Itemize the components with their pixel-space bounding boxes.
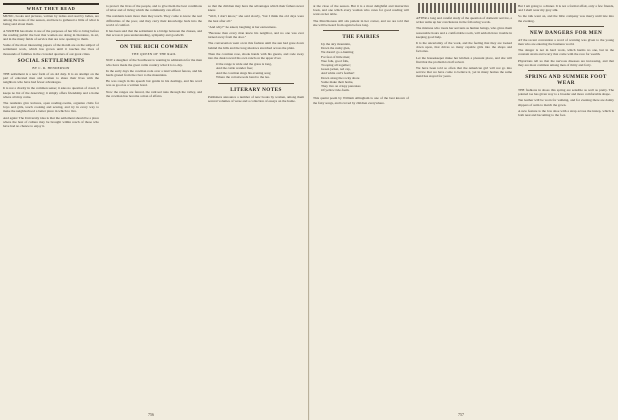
left-column-2 bbox=[106, 4, 202, 408]
left-column-1 bbox=[3, 14, 99, 406]
article-paragraph: NOT a daughter of the Southwest is wanting in admiration for the men who have made the great cattle country what it is to-day. bbox=[106, 58, 202, 67]
article-paragraph: Let the housekeeper make her kitchen a pleasant place, and she will find that the problem is half solved. bbox=[416, 55, 512, 64]
decorative-border bbox=[418, 3, 516, 13]
poem-title: THE FAIRIES bbox=[342, 34, 380, 41]
article-paragraph: AFTER a long and careful study of the question of domestic service, a writer sums up her conclusions in the following words. bbox=[416, 16, 512, 25]
poem-line: Down the rushy glen, bbox=[321, 46, 351, 51]
divider bbox=[116, 40, 192, 41]
page-number: 757 bbox=[458, 412, 464, 417]
intro-paragraph: A WRITER has made it one of the purposes of her life to bring before the reading public the best that women are doing in literature, in art, and in the many fields of service that are now opening to them. bbox=[3, 28, 99, 42]
poem-block bbox=[208, 62, 304, 79]
intro-paragraph: Some of the most interesting papers of the month are on the subject of settlement work, which has grown until it touches the lives of thousands of families in the crowded quarters of our great cities. bbox=[3, 43, 99, 56]
poem-line: Some make their home, bbox=[321, 79, 354, 84]
divider bbox=[218, 83, 294, 84]
section-title: NEW DANGERS FOR MEN bbox=[529, 29, 603, 36]
poem-block bbox=[313, 42, 409, 92]
poem-line: For fear of little men; bbox=[321, 54, 351, 59]
left-column-3 bbox=[208, 4, 304, 408]
right-column-1 bbox=[313, 4, 409, 408]
poem-line: And white owl's feather! bbox=[321, 71, 355, 76]
poem-line: Down along the rocky shore bbox=[321, 75, 360, 80]
poem-line: Up the airy mountain, bbox=[321, 42, 351, 47]
poem-line: Wee folk, good folk, bbox=[321, 58, 349, 63]
article-paragraph: The conversation went on in this fashion until the sun had gone down behind the hills and the long shadows stretched across the plain. bbox=[208, 41, 304, 50]
article-paragraph: This quaint poem by William Allingham is one of the best known of the fairy songs, and is loved by children everywhere. bbox=[313, 96, 409, 105]
article-paragraph: It is the uncertainty of the work, and the feeling that they are looked down upon, that drives so many capable girls into the shops and factories. bbox=[416, 41, 512, 54]
article-paragraph: He was rough in his speech but gentle in his dealings, and his word was as good as a written bond. bbox=[106, 79, 202, 88]
article-paragraph: to protect the lives of the people, and to give them the best conditions of labor and of living which the community can afford. bbox=[106, 4, 202, 13]
article-paragraph: The residents give lectures, open reading-rooms, organize clubs for boys and girls, teach cooking and sewing, and try in every way to make the neighborhood a better place in which to live. bbox=[3, 101, 99, 114]
poem-line: And the cowman sings his evening song bbox=[216, 70, 271, 75]
article-paragraph: Tan leather will be worn for walking, and for evening there are dainty slippers of satin to match the gown. bbox=[518, 98, 614, 107]
section-title: SPRING AND SUMMER FOOT WEAR bbox=[525, 74, 607, 87]
article-paragraph: A new feature is the low shoe with a strap across the instep, which is both neat and becoming to the foot. bbox=[518, 108, 614, 118]
article-paragraph: at the close of the season. But it is a most delightful and instructive book, and one which every woman who cares for good reading will want on her table. bbox=[313, 4, 409, 17]
poem-line: And the cattle wander free; bbox=[216, 66, 253, 71]
article-paragraph: Now the ranges are fenced, the railroad runs through the valley, and the cowman has become a man of affairs. bbox=[106, 89, 202, 98]
article-paragraph: It is not a charity in the common sense; it asks no question of creed, it keeps no list of the deserving; it simply offers friendship and a home where all may come. bbox=[3, 86, 99, 99]
section-title: ON THE RICH COWMEN bbox=[119, 44, 189, 51]
article-paragraph: THE settlement is a new form of an old duty. It is an attempt on the part of educated men and women to share their lives with the neighbors who have had fewer advantages. bbox=[3, 71, 99, 85]
article-paragraph: The residents learn more than they teach. They come to know the real difficulties of the poor, and they carry their knowledge back into the world of comfort. bbox=[106, 14, 202, 27]
article-paragraph: The danger is not in hard work, which harms no one, but in the constant strain and worry that come with the race for wealth. bbox=[518, 48, 614, 57]
column-header: WHAT THEY READ bbox=[3, 3, 99, 14]
section-title: LITERARY NOTES bbox=[230, 87, 282, 94]
article-paragraph: "Because then every man knew his neighbor, and no one was ever turned away from the door." bbox=[208, 31, 304, 40]
article-paragraph: We have been told so often that the American girl will not go into service that we have come to believe it, yet in many homes the same maid has stayed for years. bbox=[416, 66, 512, 79]
article-paragraph: Publishers announce a number of new books by women, among them several volumes of verse and a collection of essays on the home. bbox=[208, 95, 304, 104]
right-column-3 bbox=[518, 4, 614, 408]
right-column-2 bbox=[416, 16, 512, 406]
article-paragraph: So the talk went on, and the little company was merry until late into the evening. bbox=[518, 14, 614, 23]
article-paragraph: The Marchioness still sits patient in her corner, and we are told that she will be heard from again before long. bbox=[313, 18, 409, 27]
article-paragraph: AT the recent convention a word of warning was given to the young men who are entering the business world. bbox=[518, 37, 614, 47]
article-paragraph: Physicians tell us that the nervous diseases are increasing, and that they are most common among men of thirty and forty. bbox=[518, 58, 614, 67]
poem-line: Where the cottonwoods bend to the lea. bbox=[216, 74, 270, 79]
article-paragraph: "Well, I don't know," she said slowly, "but I think the old days were the best after all." bbox=[208, 14, 304, 23]
article-paragraph: Then the cowman rose, shook hands with his guests, and rode away into the dusk toward his own ranch on the upper river. bbox=[208, 51, 304, 61]
poem-line: O the range is wide and the grass is long, bbox=[216, 62, 272, 67]
article-paragraph: THE fashions in shoes this spring are sensible as well as pretty. The pointed toe has given way to a broader and more comfortable shape. bbox=[518, 88, 614, 97]
divider bbox=[528, 70, 604, 71]
poem-line: Of yellow tide-foam. bbox=[321, 88, 350, 93]
article-paragraph: It has been said that the settlement is a bridge between the classes, and that across it pass understanding, sympathy and goodwill. bbox=[106, 29, 202, 38]
section-byline: THE QUEEN OF THE RAIL bbox=[131, 52, 177, 57]
article-paragraph: But I am going to a dinner. It is not a formal affair, only a few friends, and I shall wear my grey silk. bbox=[518, 4, 614, 13]
section-title: SOCIAL SETTLEMENTS bbox=[17, 57, 85, 64]
poem-line: They live on crispy pancakes bbox=[321, 84, 361, 89]
poem-line: Trooping all together; bbox=[321, 63, 351, 68]
intro-paragraph: MUSIC, books and pictures, written by ladies and read by ladies, are among the notes of the season, and here is gathered a little of what is being said about them. bbox=[3, 14, 99, 27]
poem-line: Green jacket, red cap, bbox=[321, 67, 351, 72]
article-paragraph: "And why?" he asked, laughing at her earnestness. bbox=[208, 24, 277, 29]
divider bbox=[528, 26, 604, 27]
page-number: 756 bbox=[148, 412, 154, 417]
poem-line: We daren't go a-hunting bbox=[321, 50, 354, 55]
divider bbox=[323, 30, 399, 31]
article-paragraph: In the early days the cowman rode over a land without fences, and his herds grazed from the river to the mountains. bbox=[106, 68, 202, 78]
article-paragraph: And again: The University idea is that the settlement should be a place where the best of culture may be brought within reach of those who have had no chance to enjoy it. bbox=[3, 115, 99, 129]
right-page bbox=[310, 0, 618, 420]
article-paragraph: The mistress who treats her servants as human beings, who gives them reasonable hours and a comfortable room, will seldom have trouble in keeping good help. bbox=[416, 26, 512, 39]
section-byline: BY C. R. HENDERSON bbox=[32, 65, 70, 70]
article-paragraph: so that the children may have the advantages which their fathers never knew. bbox=[208, 4, 304, 13]
